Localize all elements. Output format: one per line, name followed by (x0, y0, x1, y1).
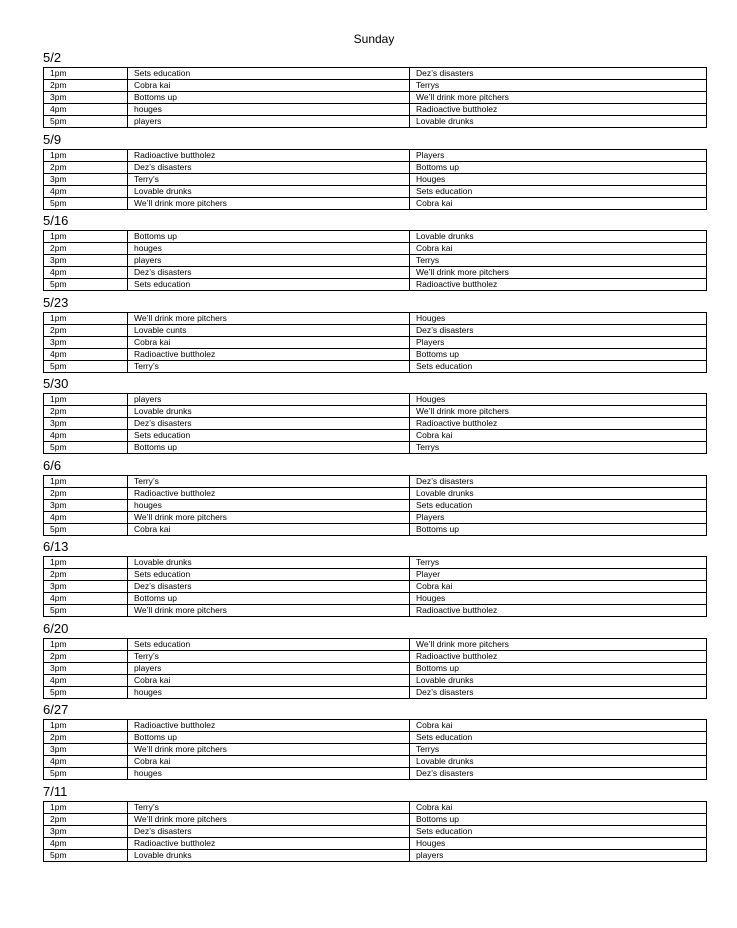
game-row (44, 837, 707, 849)
team-b-cell: Cobra kai (410, 720, 707, 732)
team-a-cell: Dez’s disasters (128, 267, 410, 279)
game-row (44, 68, 707, 80)
team-b-cell: Terrys (410, 557, 707, 569)
team-a-cell: We’ll drink more pitchers (128, 197, 410, 209)
team-a-cell: Lovable drunks (128, 185, 410, 197)
game-row (44, 511, 707, 523)
team-b-cell: Dez’s disasters (410, 68, 707, 80)
game-time-cell: 2pm (44, 324, 128, 336)
game-row (44, 348, 707, 360)
week-block (43, 294, 707, 376)
game-time-cell: 4pm (44, 430, 128, 442)
team-a-cell: houges (128, 243, 410, 255)
game-time-cell: 3pm (44, 825, 128, 837)
game-time-cell: 5pm (44, 442, 128, 454)
week-date-heading: 5/9 (43, 131, 62, 147)
team-b-cell: Sets education (410, 185, 707, 197)
game-row (44, 161, 707, 173)
game-time-cell: 1pm (44, 475, 128, 487)
game-time-cell: 2pm (44, 487, 128, 499)
game-time-cell: 3pm (44, 744, 128, 756)
game-time-cell: 2pm (44, 569, 128, 581)
week-date-heading: 5/16 (43, 213, 69, 228)
team-a-cell: Terry’s (128, 801, 410, 813)
game-row (44, 650, 707, 662)
week-date-heading: 6/13 (43, 539, 69, 554)
week-schedule-table (43, 556, 707, 617)
game-time-cell: 1pm (44, 149, 128, 161)
team-b-cell: Players (410, 336, 707, 348)
game-time-cell: 1pm (44, 720, 128, 732)
team-a-cell: Bottoms up (128, 92, 410, 104)
game-time-cell: 5pm (44, 523, 128, 535)
team-b-cell: Player (410, 569, 707, 581)
team-b-cell: Bottoms up (410, 662, 707, 674)
team-b-cell: Cobra kai (410, 197, 707, 209)
week-schedule-table (43, 719, 707, 780)
game-time-cell: 3pm (44, 92, 128, 104)
game-row (44, 487, 707, 499)
game-time-cell: 5pm (44, 116, 128, 128)
team-b-cell: We’ll drink more pitchers (410, 267, 707, 279)
week-schedule-table (43, 312, 707, 373)
game-row (44, 336, 707, 348)
team-b-cell: Sets education (410, 360, 707, 372)
game-row (44, 279, 707, 291)
game-time-cell: 2pm (44, 732, 128, 744)
team-b-cell: Players (410, 511, 707, 523)
game-time-cell: 1pm (44, 394, 128, 406)
week-date-heading: 5/2 (43, 50, 62, 65)
week-block (43, 538, 707, 620)
game-time-cell: 2pm (44, 813, 128, 825)
game-time-cell: 4pm (44, 674, 128, 686)
team-a-cell: Cobra kai (128, 336, 410, 348)
team-a-cell: Sets education (128, 569, 410, 581)
game-row (44, 674, 707, 686)
team-b-cell: Lovable drunks (410, 674, 707, 686)
team-b-cell: Lovable drunks (410, 231, 707, 243)
week-date-heading: 6/27 (43, 702, 69, 717)
game-row (44, 231, 707, 243)
game-row (44, 197, 707, 209)
week-date-heading: 5/30 (43, 376, 69, 391)
game-row (44, 593, 707, 605)
game-time-cell: 5pm (44, 768, 128, 780)
game-row (44, 499, 707, 511)
game-time-cell: 4pm (44, 348, 128, 360)
game-row (44, 149, 707, 161)
game-row (44, 243, 707, 255)
game-time-cell: 2pm (44, 406, 128, 418)
team-b-cell: Houges (410, 312, 707, 324)
game-row (44, 744, 707, 756)
game-row (44, 557, 707, 569)
game-time-cell: 5pm (44, 279, 128, 291)
team-a-cell: Lovable drunks (128, 557, 410, 569)
game-time-cell: 2pm (44, 161, 128, 173)
team-b-cell: Lovable drunks (410, 487, 707, 499)
team-b-cell: Radioactive buttholez (410, 650, 707, 662)
team-b-cell: Bottoms up (410, 523, 707, 535)
game-row (44, 720, 707, 732)
game-row (44, 638, 707, 650)
week-date-heading: 5/23 (43, 294, 69, 310)
week-date-heading: 7/11 (43, 783, 68, 799)
game-time-cell: 2pm (44, 243, 128, 255)
game-row (44, 732, 707, 744)
game-row (44, 173, 707, 185)
team-b-cell: Lovable drunks (410, 756, 707, 768)
game-row (44, 92, 707, 104)
team-a-cell: players (128, 116, 410, 128)
team-a-cell: houges (128, 499, 410, 511)
team-a-cell: Terry’s (128, 360, 410, 372)
team-b-cell: Cobra kai (410, 243, 707, 255)
game-row (44, 801, 707, 813)
game-time-cell: 1pm (44, 801, 128, 813)
game-row (44, 581, 707, 593)
team-b-cell: Radioactive buttholez (410, 605, 707, 617)
week-schedule-table (43, 67, 707, 128)
game-row (44, 569, 707, 581)
team-a-cell: Terry’s (128, 650, 410, 662)
game-row (44, 813, 707, 825)
team-b-cell: Lovable drunks (410, 116, 707, 128)
game-time-cell: 3pm (44, 499, 128, 511)
team-a-cell: Radioactive buttholez (128, 487, 410, 499)
week-schedule-table (43, 475, 707, 536)
team-b-cell: Houges (410, 173, 707, 185)
week-block (43, 375, 707, 457)
game-row (44, 267, 707, 279)
team-b-cell: Terrys (410, 744, 707, 756)
game-row (44, 104, 707, 116)
team-b-cell: Radioactive buttholez (410, 104, 707, 116)
game-row (44, 475, 707, 487)
week-block (43, 783, 707, 865)
team-a-cell: Bottoms up (128, 442, 410, 454)
team-b-cell: We’ll drink more pitchers (410, 638, 707, 650)
team-b-cell: Dez’s disasters (410, 324, 707, 336)
game-row (44, 324, 707, 336)
game-row (44, 406, 707, 418)
team-a-cell: Lovable cunts (128, 324, 410, 336)
team-b-cell: Sets education (410, 732, 707, 744)
team-a-cell: Bottoms up (128, 593, 410, 605)
team-b-cell: Houges (410, 394, 707, 406)
week-date-heading: 6/6 (43, 457, 62, 473)
game-row (44, 418, 707, 430)
team-b-cell: Bottoms up (410, 348, 707, 360)
game-time-cell: 5pm (44, 849, 128, 861)
team-a-cell: Cobra kai (128, 674, 410, 686)
team-a-cell: We’ll drink more pitchers (128, 312, 410, 324)
team-a-cell: Dez’s disasters (128, 418, 410, 430)
week-schedule-table (43, 230, 707, 291)
game-time-cell: 1pm (44, 68, 128, 80)
team-a-cell: Sets education (128, 430, 410, 442)
team-a-cell: players (128, 394, 410, 406)
team-a-cell: Terry’s (128, 475, 410, 487)
game-time-cell: 4pm (44, 756, 128, 768)
game-row (44, 80, 707, 92)
team-a-cell: Cobra kai (128, 80, 410, 92)
game-time-cell: 5pm (44, 686, 128, 698)
team-b-cell: Sets education (410, 825, 707, 837)
game-time-cell: 3pm (44, 255, 128, 267)
team-a-cell: Sets education (128, 279, 410, 291)
game-time-cell: 4pm (44, 837, 128, 849)
team-a-cell: We’ll drink more pitchers (128, 605, 410, 617)
team-a-cell: Terry’s (128, 173, 410, 185)
game-row (44, 768, 707, 780)
game-row (44, 442, 707, 454)
team-a-cell: Cobra kai (128, 756, 410, 768)
team-a-cell: Lovable drunks (128, 406, 410, 418)
week-block (43, 131, 707, 213)
game-row (44, 116, 707, 128)
team-a-cell: We’ll drink more pitchers (128, 813, 410, 825)
game-row (44, 662, 707, 674)
team-b-cell: Dez’s disasters (410, 768, 707, 780)
game-time-cell: 3pm (44, 418, 128, 430)
page-title: Sunday (353, 32, 395, 46)
team-a-cell: houges (128, 768, 410, 780)
game-row (44, 394, 707, 406)
team-a-cell: Dez’s disasters (128, 161, 410, 173)
team-b-cell: Sets education (410, 499, 707, 511)
game-time-cell: 3pm (44, 336, 128, 348)
week-schedule-table (43, 801, 707, 862)
team-a-cell: Dez’s disasters (128, 581, 410, 593)
team-b-cell: players (410, 849, 707, 861)
week-schedule-table (43, 638, 707, 699)
game-row (44, 185, 707, 197)
game-time-cell: 4pm (44, 104, 128, 116)
team-a-cell: players (128, 255, 410, 267)
game-row (44, 430, 707, 442)
game-time-cell: 2pm (44, 80, 128, 92)
game-time-cell: 3pm (44, 173, 128, 185)
team-a-cell: Radioactive buttholez (128, 837, 410, 849)
team-b-cell: Players (410, 149, 707, 161)
week-date-heading: 6/20 (43, 620, 69, 636)
team-a-cell: houges (128, 686, 410, 698)
team-a-cell: Radioactive buttholez (128, 149, 410, 161)
team-b-cell: We’ll drink more pitchers (410, 406, 707, 418)
game-time-cell: 4pm (44, 511, 128, 523)
game-time-cell: 1pm (44, 638, 128, 650)
game-time-cell: 4pm (44, 593, 128, 605)
team-b-cell: Dez’s disasters (410, 686, 707, 698)
team-a-cell: We’ll drink more pitchers (128, 744, 410, 756)
team-a-cell: Lovable drunks (128, 849, 410, 861)
game-row (44, 360, 707, 372)
team-b-cell: Dez’s disasters (410, 475, 707, 487)
game-time-cell: 1pm (44, 557, 128, 569)
game-row (44, 825, 707, 837)
team-b-cell: We’ll drink more pitchers (410, 92, 707, 104)
game-time-cell: 5pm (44, 360, 128, 372)
team-b-cell: Houges (410, 593, 707, 605)
game-row (44, 849, 707, 861)
game-time-cell: 1pm (44, 312, 128, 324)
team-b-cell: Terrys (410, 255, 707, 267)
game-time-cell: 3pm (44, 662, 128, 674)
team-a-cell: houges (128, 104, 410, 116)
game-row (44, 756, 707, 768)
game-row (44, 312, 707, 324)
team-b-cell: Cobra kai (410, 430, 707, 442)
team-a-cell: Cobra kai (128, 523, 410, 535)
game-time-cell: 2pm (44, 650, 128, 662)
game-time-cell: 3pm (44, 581, 128, 593)
team-a-cell: Sets education (128, 68, 410, 80)
team-a-cell: Bottoms up (128, 231, 410, 243)
team-a-cell: Bottoms up (128, 732, 410, 744)
game-time-cell: 5pm (44, 197, 128, 209)
week-block (43, 620, 707, 702)
team-b-cell: Houges (410, 837, 707, 849)
weeks-list (43, 49, 707, 864)
game-time-cell: 4pm (44, 185, 128, 197)
team-b-cell: Radioactive buttholez (410, 418, 707, 430)
team-b-cell: Radioactive buttholez (410, 279, 707, 291)
game-row (44, 523, 707, 535)
team-a-cell: Sets education (128, 638, 410, 650)
week-block (43, 457, 707, 539)
team-a-cell: Dez’s disasters (128, 825, 410, 837)
game-time-cell: 5pm (44, 605, 128, 617)
game-row (44, 255, 707, 267)
week-block (43, 701, 707, 783)
week-schedule-table (43, 149, 707, 210)
game-time-cell: 1pm (44, 231, 128, 243)
game-row (44, 686, 707, 698)
team-a-cell: We’ll drink more pitchers (128, 511, 410, 523)
game-time-cell: 4pm (44, 267, 128, 279)
team-b-cell: Bottoms up (410, 161, 707, 173)
team-b-cell: Terrys (410, 80, 707, 92)
week-block (43, 49, 707, 131)
team-b-cell: Bottoms up (410, 813, 707, 825)
game-row (44, 605, 707, 617)
team-b-cell: Cobra kai (410, 581, 707, 593)
team-a-cell: Radioactive buttholez (128, 720, 410, 732)
week-schedule-table (43, 393, 707, 454)
team-b-cell: Cobra kai (410, 801, 707, 813)
team-a-cell: Radioactive buttholez (128, 348, 410, 360)
team-b-cell: Terrys (410, 442, 707, 454)
team-a-cell: players (128, 662, 410, 674)
week-block (43, 212, 707, 294)
